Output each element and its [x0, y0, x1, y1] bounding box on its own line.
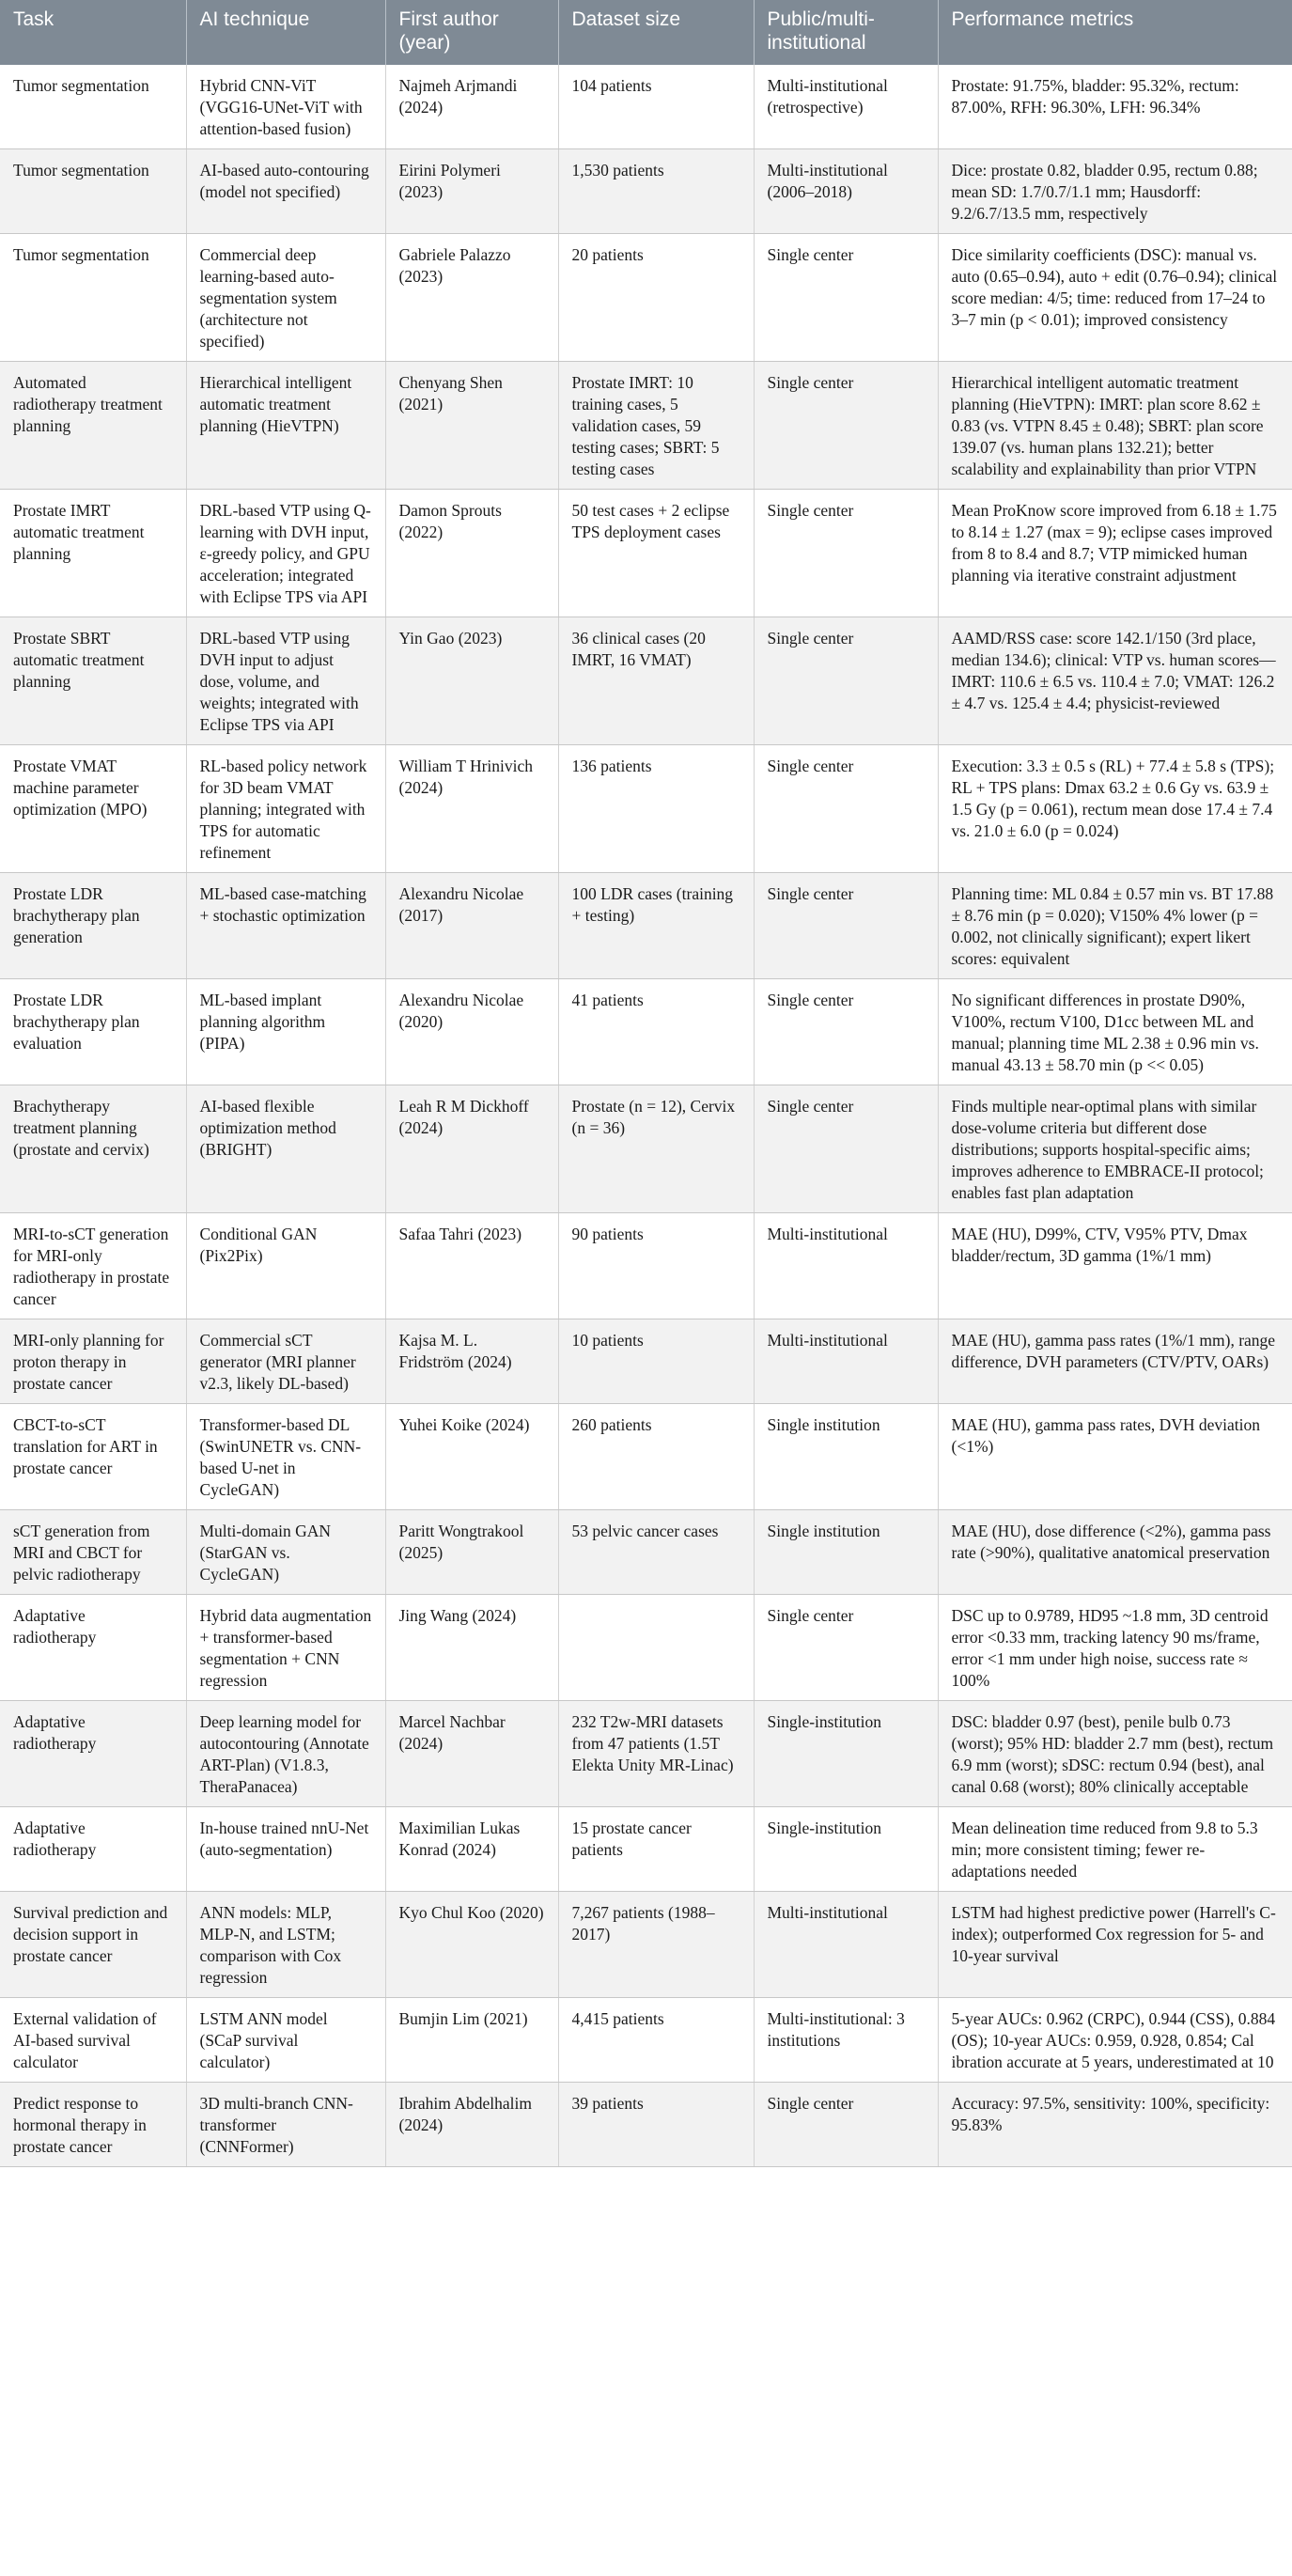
cell-ai-technique: AI-based auto-contouring (model not specified): [186, 149, 385, 234]
cell-first-author: Bumjin Lim (2021): [385, 1998, 558, 2083]
cell-first-author: Maximilian Lukas Konrad (2024): [385, 1807, 558, 1892]
cell-first-author: Safaa Tahri (2023): [385, 1213, 558, 1319]
cell-institution: Single center: [754, 1595, 938, 1701]
cell-first-author: Jing Wang (2024): [385, 1595, 558, 1701]
cell-ai-technique: In-house trained nnU-Net (auto-segmentation): [186, 1807, 385, 1892]
cell-task: Survival prediction and decision support in prostate cancer: [0, 1892, 186, 1998]
cell-first-author: Ibrahim Abdelhalim (2024): [385, 2083, 558, 2167]
cell-dataset-size: 4,415 patients: [558, 1998, 754, 2083]
column-header-performance-metrics: Performance metrics: [938, 0, 1292, 65]
cell-institution: Single center: [754, 490, 938, 617]
cell-dataset-size: 104 patients: [558, 65, 754, 149]
cell-performance-metrics: No significant differences in prostate D90%, V100%, rectum V100, D1cc between ML and manual; planning time ML 2.38 ± 0.96 min vs. manual 43.13 ± 58.70 min (p << 0.05): [938, 979, 1292, 1085]
cell-ai-technique: LSTM ANN model (SCaP survival calculator): [186, 1998, 385, 2083]
cell-task: CBCT-to-sCT translation for ART in prostate cancer: [0, 1404, 186, 1510]
cell-first-author: Alexandru Nicolae (2017): [385, 873, 558, 979]
cell-institution: Multi-institutional (retrospective): [754, 65, 938, 149]
cell-institution: Single-institution: [754, 1807, 938, 1892]
cell-ai-technique: Hierarchical intelligent automatic treatment planning (HieVTPN): [186, 362, 385, 490]
cell-performance-metrics: MAE (HU), dose difference (<2%), gamma pass rate (>90%), qualitative anatomical preservation: [938, 1510, 1292, 1595]
cell-ai-technique: DRL-based VTP using DVH input to adjust dose, volume, and weights; integrated with Eclipse TPS via API: [186, 617, 385, 745]
table-row: [0, 617, 1292, 745]
cell-first-author: Kyo Chul Koo (2020): [385, 1892, 558, 1998]
cell-performance-metrics: DSC up to 0.9789, HD95 ~1.8 mm, 3D centroid error <0.33 mm, tracking latency 90 ms/frame, error <1 mm under high noise, success rate ≈ 100%: [938, 1595, 1292, 1701]
header-row: [0, 0, 1292, 65]
cell-task: Prostate LDR brachytherapy plan generation: [0, 873, 186, 979]
table-row: [0, 1595, 1292, 1701]
cell-performance-metrics: Accuracy: 97.5%, sensitivity: 100%, specificity: 95.83%: [938, 2083, 1292, 2167]
table-row: [0, 745, 1292, 873]
table-row: [0, 149, 1292, 234]
cell-institution: Single center: [754, 745, 938, 873]
cell-ai-technique: Hybrid CNN-ViT (VGG16-UNet-ViT with attention-based fusion): [186, 65, 385, 149]
cell-task: Adaptative radiotherapy: [0, 1701, 186, 1807]
cell-performance-metrics: 5-year AUCs: 0.962 (CRPC), 0.944 (CSS), 0.884 (OS); 10-year AUCs: 0.959, 0.928, 0.854; Cal ibration accurate at 5 years, underestimated at 10: [938, 1998, 1292, 2083]
cell-task: sCT generation from MRI and CBCT for pelvic radiotherapy: [0, 1510, 186, 1595]
cell-ai-technique: Commercial sCT generator (MRI planner v2.3, likely DL-based): [186, 1319, 385, 1404]
cell-performance-metrics: MAE (HU), gamma pass rates (1%/1 mm), range difference, DVH parameters (CTV/PTV, OARs): [938, 1319, 1292, 1404]
column-header-first-author: First author (year): [385, 0, 558, 65]
cell-ai-technique: Multi-domain GAN (StarGAN vs. CycleGAN): [186, 1510, 385, 1595]
cell-institution: Single center: [754, 617, 938, 745]
cell-dataset-size: 36 clinical cases (20 IMRT, 16 VMAT): [558, 617, 754, 745]
cell-first-author: Eirini Polymeri (2023): [385, 149, 558, 234]
cell-task: Brachytherapy treatment planning (prostate and cervix): [0, 1085, 186, 1213]
cell-institution: Multi-institutional: [754, 1319, 938, 1404]
cell-task: External validation of AI-based survival calculator: [0, 1998, 186, 2083]
table-row: [0, 1807, 1292, 1892]
table-row: [0, 979, 1292, 1085]
table-row: [0, 1892, 1292, 1998]
table-header: [0, 0, 1292, 65]
cell-institution: Single center: [754, 234, 938, 362]
cell-dataset-size: 10 patients: [558, 1319, 754, 1404]
cell-performance-metrics: Planning time: ML 0.84 ± 0.57 min vs. BT 17.88 ± 8.76 min (p = 0.020); V150% 4% lower (p = 0.002, not clinically significant); expert likert scores: equivalent: [938, 873, 1292, 979]
table-row: [0, 362, 1292, 490]
cell-first-author: Marcel Nachbar (2024): [385, 1701, 558, 1807]
cell-task: MRI-only planning for proton therapy in prostate cancer: [0, 1319, 186, 1404]
column-header-dataset-size: Dataset size: [558, 0, 754, 65]
cell-task: Tumor segmentation: [0, 149, 186, 234]
table-row: [0, 1510, 1292, 1595]
cell-first-author: Yuhei Koike (2024): [385, 1404, 558, 1510]
cell-dataset-size: 136 patients: [558, 745, 754, 873]
cell-dataset-size: 53 pelvic cancer cases: [558, 1510, 754, 1595]
cell-performance-metrics: LSTM had highest predictive power (Harrell's C-index); outperformed Cox regression for 5- and 10-year survival: [938, 1892, 1292, 1998]
cell-dataset-size: 1,530 patients: [558, 149, 754, 234]
cell-dataset-size: 232 T2w-MRI datasets from 47 patients (1.5T Elekta Unity MR-Linac): [558, 1701, 754, 1807]
cell-performance-metrics: Mean ProKnow score improved from 6.18 ± 1.75 to 8.14 ± 1.27 (max = 9); eclipse cases improved from 8 to 8.4 and 8.7; VTP mimicked human planning via iterative constraint adjustment: [938, 490, 1292, 617]
cell-dataset-size: 39 patients: [558, 2083, 754, 2167]
cell-performance-metrics: Finds multiple near-optimal plans with similar dose-volume criteria but different dose distributions; supports hospital-specific aims; improves adherence to EMBRACE-II protocol; enables fast plan adaptation: [938, 1085, 1292, 1213]
table-row: [0, 2083, 1292, 2167]
table-row: [0, 490, 1292, 617]
column-header-task: Task: [0, 0, 186, 65]
cell-performance-metrics: Prostate: 91.75%, bladder: 95.32%, rectum: 87.00%, RFH: 96.30%, LFH: 96.34%: [938, 65, 1292, 149]
cell-ai-technique: Conditional GAN (Pix2Pix): [186, 1213, 385, 1319]
table-row: [0, 1404, 1292, 1510]
cell-institution: Multi-institutional: [754, 1892, 938, 1998]
cell-performance-metrics: MAE (HU), D99%, CTV, V95% PTV, Dmax bladder/rectum, 3D gamma (1%/1 mm): [938, 1213, 1292, 1319]
cell-performance-metrics: Mean delineation time reduced from 9.8 to 5.3 min; more consistent timing; fewer re-adaptations needed: [938, 1807, 1292, 1892]
cell-ai-technique: DRL-based VTP using Q-learning with DVH input, ε-greedy policy, and GPU acceleration; integrated with Eclipse TPS via API: [186, 490, 385, 617]
cell-performance-metrics: Hierarchical intelligent automatic treatment planning (HieVTPN): IMRT: plan score 8.62 ± 0.83 (vs. VTPN 8.45 ± 0.48); SBRT: plan score 139.07 (vs. human plans 132.21); better scalability and explainability than prior VTPN: [938, 362, 1292, 490]
cell-performance-metrics: MAE (HU), gamma pass rates, DVH deviation (<1%): [938, 1404, 1292, 1510]
cell-performance-metrics: AAMD/RSS case: score 142.1/150 (3rd place, median 134.6); clinical: VTP vs. human scores—IMRT: 110.6 ± 6.5 vs. 110.4 ± 7.0; VMAT: 126.2 ± 4.7 vs. 125.4 ± 4.4; physicist-reviewed: [938, 617, 1292, 745]
cell-first-author: Leah R M Dickhoff (2024): [385, 1085, 558, 1213]
cell-first-author: Gabriele Palazzo (2023): [385, 234, 558, 362]
cell-task: Prostate VMAT machine parameter optimization (MPO): [0, 745, 186, 873]
cell-dataset-size: 260 patients: [558, 1404, 754, 1510]
cell-institution: Multi-institutional: [754, 1213, 938, 1319]
cell-task: MRI-to-sCT generation for MRI-only radiotherapy in prostate cancer: [0, 1213, 186, 1319]
cell-ai-technique: Commercial deep learning-based auto-segmentation system (architecture not specified): [186, 234, 385, 362]
cell-first-author: Paritt Wongtrakool (2025): [385, 1510, 558, 1595]
cell-performance-metrics: Dice similarity coefficients (DSC): manual vs. auto (0.65–0.94), auto + edit (0.76–0.94); clinical score median: 4/5; time: reduced from 17–24 to 3–7 min (p < 0.01); improved consistency: [938, 234, 1292, 362]
cell-ai-technique: ML-based implant planning algorithm (PIPA): [186, 979, 385, 1085]
cell-performance-metrics: Execution: 3.3 ± 0.5 s (RL) + 77.4 ± 5.8 s (TPS); RL + TPS plans: Dmax 63.2 ± 0.6 Gy vs. 63.9 ± 1.5 Gy (p = 0.061), rectum mean dose 17.4 ± 7.4 vs. 21.0 ± 6.0 (p = 0.024): [938, 745, 1292, 873]
cell-task: Prostate LDR brachytherapy plan evaluation: [0, 979, 186, 1085]
cell-institution: Single center: [754, 979, 938, 1085]
cell-ai-technique: ML-based case-matching + stochastic optimization: [186, 873, 385, 979]
cell-institution: Multi-institutional: 3 institutions: [754, 1998, 938, 2083]
column-header-ai-technique: AI technique: [186, 0, 385, 65]
column-header-institution: Public/multi-institutional: [754, 0, 938, 65]
cell-first-author: William T Hrinivich (2024): [385, 745, 558, 873]
cell-dataset-size: Prostate (n = 12), Cervix (n = 36): [558, 1085, 754, 1213]
cell-dataset-size: 90 patients: [558, 1213, 754, 1319]
cell-institution: Single institution: [754, 1404, 938, 1510]
cell-performance-metrics: Dice: prostate 0.82, bladder 0.95, rectum 0.88; mean SD: 1.7/0.7/1.1 mm; Hausdorff: 9.2/6.7/13.5 mm, respectively: [938, 149, 1292, 234]
cell-first-author: Kajsa M. L. Fridström (2024): [385, 1319, 558, 1404]
table-row: [0, 1701, 1292, 1807]
table-row: [0, 1213, 1292, 1319]
table-body: [0, 65, 1292, 2167]
cell-institution: Single center: [754, 2083, 938, 2167]
cell-task: Tumor segmentation: [0, 65, 186, 149]
cell-task: Adaptative radiotherapy: [0, 1595, 186, 1701]
cell-dataset-size: Prostate IMRT: 10 training cases, 5 validation cases, 59 testing cases; SBRT: 5 testing cases: [558, 362, 754, 490]
table-row: [0, 1319, 1292, 1404]
cell-institution: Single institution: [754, 1510, 938, 1595]
cell-first-author: Damon Sprouts (2022): [385, 490, 558, 617]
cell-task: Adaptative radiotherapy: [0, 1807, 186, 1892]
cell-first-author: Alexandru Nicolae (2020): [385, 979, 558, 1085]
cell-institution: Single center: [754, 362, 938, 490]
cell-first-author: Yin Gao (2023): [385, 617, 558, 745]
cell-dataset-size: 41 patients: [558, 979, 754, 1085]
table-row: [0, 234, 1292, 362]
cell-dataset-size: 20 patients: [558, 234, 754, 362]
table-row: [0, 873, 1292, 979]
cell-dataset-size: 50 test cases + 2 eclipse TPS deployment cases: [558, 490, 754, 617]
cell-institution: Single center: [754, 873, 938, 979]
cell-ai-technique: Transformer-based DL (SwinUNETR vs. CNN-based U-net in CycleGAN): [186, 1404, 385, 1510]
cell-ai-technique: 3D multi-branch CNN-transformer (CNNFormer): [186, 2083, 385, 2167]
cell-ai-technique: Hybrid data augmentation + transformer-based segmentation + CNN regression: [186, 1595, 385, 1701]
cell-task: Prostate SBRT automatic treatment planning: [0, 617, 186, 745]
cell-ai-technique: Deep learning model for autocontouring (Annotate ART-Plan) (V1.8.3, TheraPanacea): [186, 1701, 385, 1807]
cell-dataset-size: 100 LDR cases (training + testing): [558, 873, 754, 979]
cell-institution: Single-institution: [754, 1701, 938, 1807]
table-row: [0, 1085, 1292, 1213]
cell-institution: Single center: [754, 1085, 938, 1213]
cell-performance-metrics: DSC: bladder 0.97 (best), penile bulb 0.73 (worst); 95% HD: bladder 2.7 mm (best), rectum 6.9 mm (worst); sDSC: rectum 0.94 (best), anal canal 0.68 (worst); 80% clinically acceptable: [938, 1701, 1292, 1807]
cell-task: Tumor segmentation: [0, 234, 186, 362]
cell-dataset-size: 15 prostate cancer patients: [558, 1807, 754, 1892]
cell-ai-technique: RL-based policy network for 3D beam VMAT planning; integrated with TPS for automatic refinement: [186, 745, 385, 873]
cell-ai-technique: AI-based flexible optimization method (BRIGHT): [186, 1085, 385, 1213]
cell-first-author: Chenyang Shen (2021): [385, 362, 558, 490]
table-row: [0, 1998, 1292, 2083]
cell-institution: Multi-institutional (2006–2018): [754, 149, 938, 234]
cell-dataset-size: 7,267 patients (1988–2017): [558, 1892, 754, 1998]
table-row: [0, 65, 1292, 149]
cell-first-author: Najmeh Arjmandi (2024): [385, 65, 558, 149]
cell-task: Predict response to hormonal therapy in prostate cancer: [0, 2083, 186, 2167]
cell-ai-technique: ANN models: MLP, MLP-N, and LSTM; comparison with Cox regression: [186, 1892, 385, 1998]
cell-dataset-size: [558, 1595, 754, 1701]
cell-task: Automated radiotherapy treatment planning: [0, 362, 186, 490]
cell-task: Prostate IMRT automatic treatment planning: [0, 490, 186, 617]
